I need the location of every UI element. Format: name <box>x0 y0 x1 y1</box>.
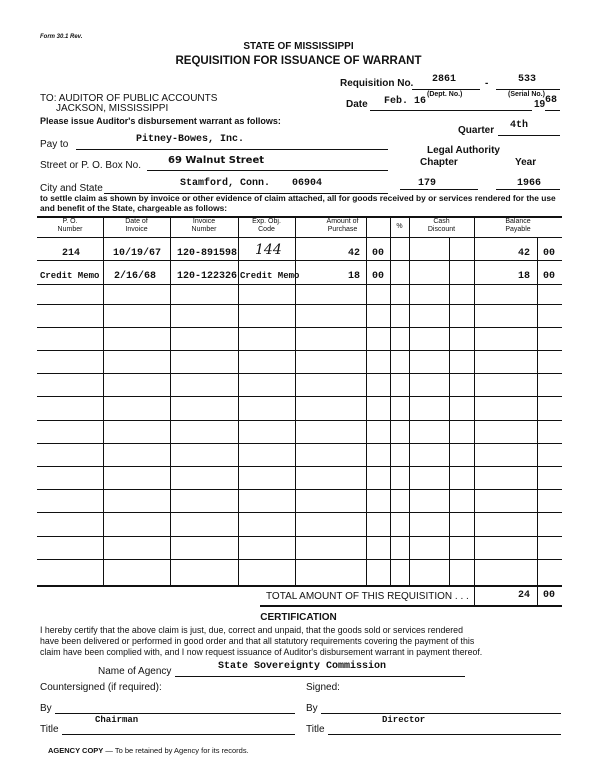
quarter-value: 4th <box>510 120 529 131</box>
row1-invoice: 120-891598 <box>177 248 238 259</box>
chapter-value: 179 <box>418 178 437 189</box>
total-value: 24 <box>518 590 531 601</box>
addressee-line1: TO: AUDITOR OF PUBLIC ACCOUNTS <box>40 93 218 104</box>
row1-exp-code: 144 <box>255 242 282 258</box>
total-cents: 00 <box>543 590 556 601</box>
right-title-value: Director <box>382 715 426 725</box>
certification-title: CERTIFICATION <box>260 612 337 623</box>
row1-date: 10/19/67 <box>113 248 162 259</box>
row1-amount-cents: 00 <box>372 248 385 259</box>
row2-po: Credit Memo <box>40 271 100 281</box>
agency-label: Name of Agency <box>98 666 172 677</box>
header-exp-code: Exp. Obj. Code <box>252 218 281 233</box>
row2-invoice: 120-122326 <box>177 271 238 282</box>
legal-authority-title: Legal Authority <box>427 145 500 156</box>
header-discount: Cash Discount <box>427 218 456 233</box>
date-label: Date <box>346 99 368 110</box>
header-date: Date of Invoice <box>125 218 148 233</box>
certification-text: I hereby certify that the above claim is just, due, correct and unpaid, that the goods sold or services rendered have been delivered or performed in good order and that all statutory requirements covering the payment of this claim have been complied with, and I now request issuance of Auditor's disbursement warrant in payment thereof. <box>40 625 483 657</box>
year-value: 68 <box>545 95 558 106</box>
claim-text: to settle claim as shown by invoice or other evidence of claim attached, all for goods received by or services rendered for the use and benefit of the State, chargeable as follows: <box>40 193 556 213</box>
row2-amount-cents: 00 <box>372 271 385 282</box>
footer-note: AGENCY COPY — To be retained by Agency for its records. <box>48 746 249 755</box>
state-heading: STATE OF MISSISSIPPI <box>243 41 354 52</box>
row1-amount: 42 <box>348 248 361 259</box>
agency-value: State Sovereignty Commission <box>218 661 387 672</box>
header-pct: % <box>396 223 403 230</box>
left-title-label: Title <box>40 724 59 735</box>
addressee-line2: JACKSON, MISSISSIPPI <box>56 103 169 114</box>
row2-balance-cents: 00 <box>543 271 556 282</box>
quarter-label: Quarter <box>458 125 495 136</box>
serial-caption: (Serial No.) <box>508 91 545 98</box>
row1-balance-cents: 00 <box>543 248 556 259</box>
row2-date: 2/16/68 <box>114 271 157 282</box>
row1-po: 214 <box>62 248 81 259</box>
left-by-label: By <box>40 703 52 714</box>
year-prefix: 19 <box>534 99 546 110</box>
left-title-value: Chairman <box>95 715 139 725</box>
header-amount: Amount of Purchase <box>326 218 359 233</box>
row2-exp-code: Credit Memo <box>240 271 300 281</box>
date-value: Feb. 16 <box>384 96 427 107</box>
form-number: Form 30.1 Rev. <box>40 34 83 40</box>
dept-number: 2861 <box>432 74 457 85</box>
authority-year-value: 1966 <box>517 178 542 189</box>
serial-number: 533 <box>518 74 537 85</box>
row2-balance: 18 <box>518 271 531 282</box>
requisition-label: Requisition No. <box>340 78 414 89</box>
header-invoice: Invoice Number <box>191 218 217 233</box>
row2-amount: 18 <box>348 271 361 282</box>
form-title: REQUISITION FOR ISSUANCE OF WARRANT <box>175 55 422 67</box>
street-label: Street or P. O. Box No. <box>40 160 141 171</box>
total-label: TOTAL AMOUNT OF THIS REQUISITION . . . <box>266 591 469 602</box>
countersigned-label: Countersigned (if required): <box>40 682 162 693</box>
row1-balance: 42 <box>518 248 531 259</box>
city-value: Stamford, Conn. <box>180 178 271 189</box>
header-balance: Balance Payable <box>505 218 531 233</box>
city-label: City and State <box>40 183 103 194</box>
right-by-label: By <box>306 703 318 714</box>
requisition-dash: - <box>485 78 489 89</box>
pay-to-label: Pay to <box>40 139 69 150</box>
pay-to-value: Pitney-Bowes, Inc. <box>136 134 245 145</box>
signed-label: Signed: <box>306 682 340 693</box>
header-po: P. O. Number <box>57 218 83 233</box>
zip-value: 06904 <box>292 178 323 189</box>
year-label: Year <box>515 157 537 168</box>
instruction-text: Please issue Auditor's disbursement warrant as follows: <box>40 116 281 126</box>
dept-caption: (Dept. No.) <box>427 91 463 98</box>
right-title-label: Title <box>306 724 325 735</box>
street-value: 69 Walnut Street <box>168 155 265 166</box>
chapter-label: Chapter <box>420 157 458 168</box>
